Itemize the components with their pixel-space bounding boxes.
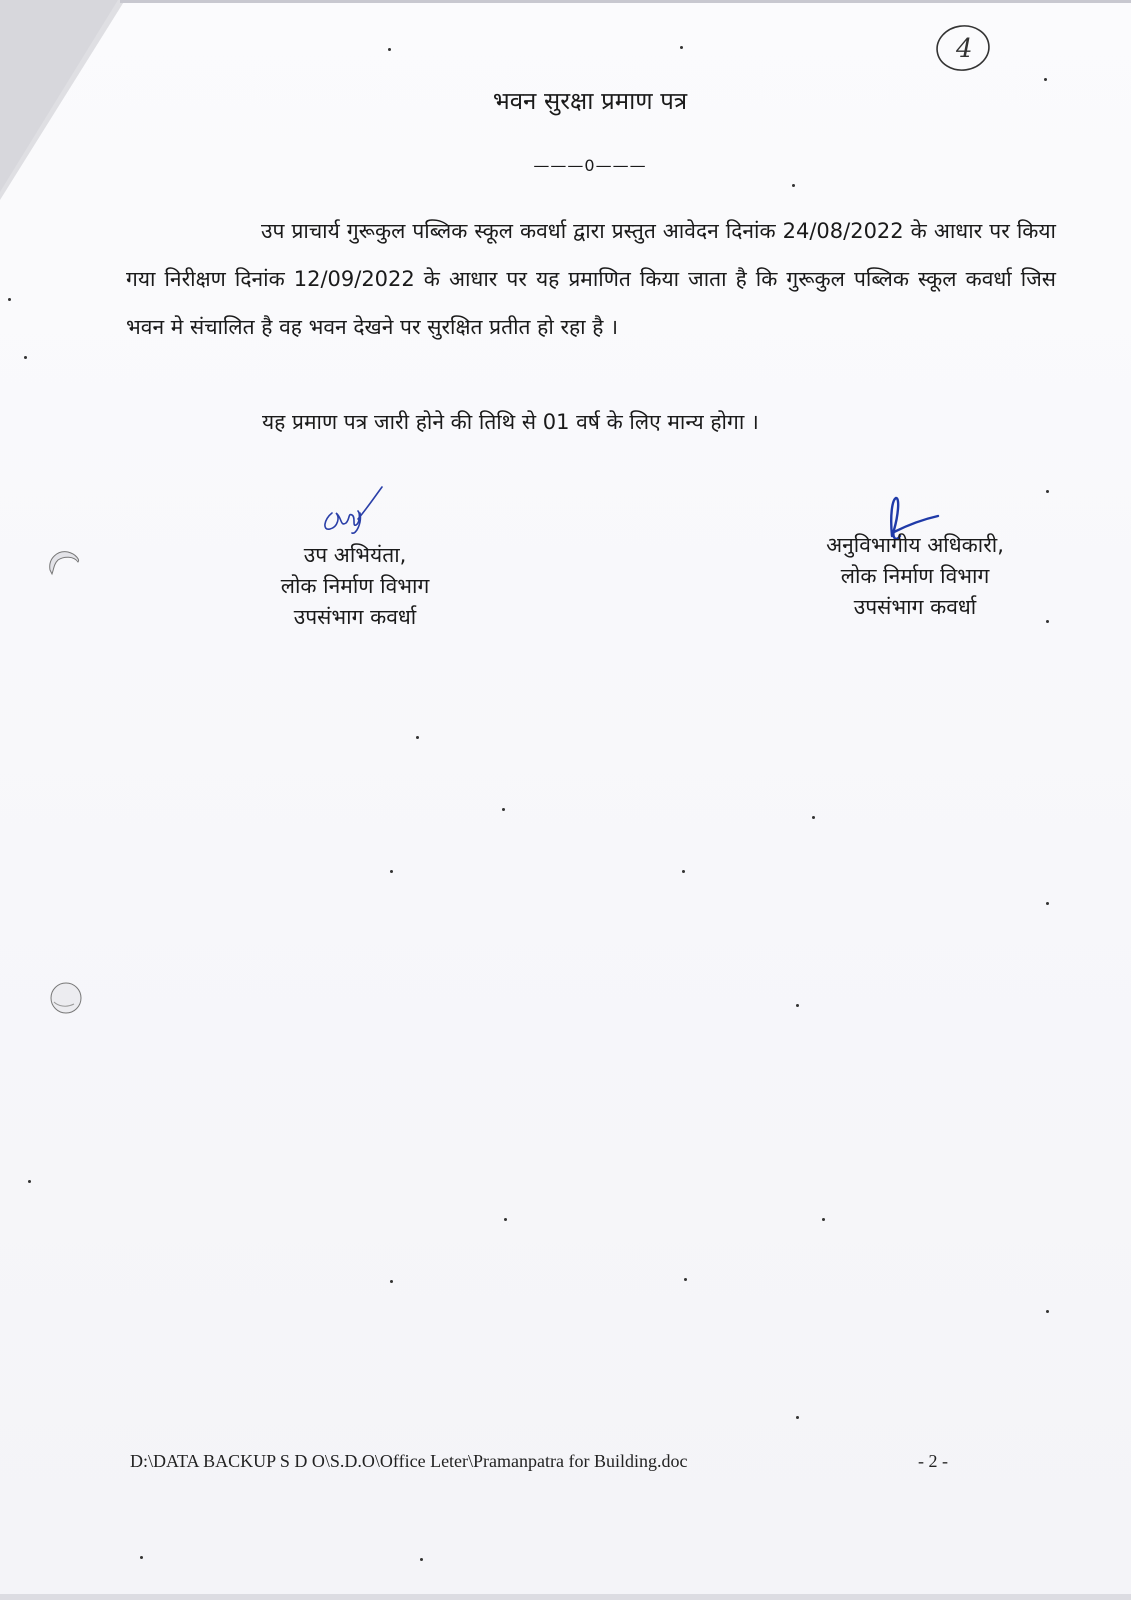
left-signatory-department: लोक निर्माण विभाग <box>280 574 430 598</box>
punch-hole-icon <box>44 544 84 584</box>
paper-speck <box>390 1280 393 1283</box>
footer-file-path: D:\DATA BACKUP S D O\S.D.O\Office Leter\Pramanpatra for Building.doc <box>130 1451 688 1471</box>
paper-speck <box>680 46 683 49</box>
page-bottom-edge <box>0 1594 1131 1600</box>
paper-speck <box>796 1416 799 1419</box>
paper-speck <box>1046 902 1049 905</box>
left-signatory-block <box>230 540 480 633</box>
paper-speck <box>24 356 27 359</box>
document-title: भवन सुरक्षा प्रमाण पत्र <box>492 87 688 115</box>
paper-speck <box>822 1218 825 1221</box>
paper-speck <box>1046 1310 1049 1313</box>
right-signatory-designation: अनुविभागीय अधिकारी, <box>826 533 1004 557</box>
paper-speck <box>684 1278 687 1281</box>
paper-speck <box>420 1558 423 1561</box>
paper-speck <box>1046 490 1049 493</box>
paper-speck <box>140 1556 143 1559</box>
page-mark-icon <box>934 22 992 74</box>
certificate-body-paragraph: उप प्राचार्य गुरूकुल पब्लिक स्कूल कवर्धा द्वारा प्रस्तुत आवेदन दिनांक 24/08/2022 के आधार पर किया गया निरीक्षण दिनांक 12/09/2022 के आधार पर यह प्रमाणित किया जाता है कि गुरूकुल पब्लिक स्कूल कवर्धा जिस भवन मे संचालित है वह भवन देखने पर सुरक्षित प्रतीत हो रहा है । <box>126 219 1056 339</box>
page-mark-label: 4 <box>956 34 973 64</box>
page-top-edge <box>120 0 1131 3</box>
paper-speck <box>682 870 685 873</box>
paper-speck <box>28 1180 31 1183</box>
paper-speck <box>416 736 419 739</box>
paper-speck <box>390 870 393 873</box>
paper-speck <box>388 48 391 51</box>
right-signatory-block <box>780 530 1050 623</box>
left-signatory-office: उपसंभाग कवर्धा <box>293 605 417 629</box>
paper-speck <box>502 808 505 811</box>
paper-speck <box>504 1218 507 1221</box>
validity-paragraph: यह प्रमाण पत्र जारी होने की तिथि से 01 वर्ष के लिए मान्य होगा । <box>262 410 759 434</box>
left-signature-icon <box>318 483 384 539</box>
right-signatory-office: उपसंभाग कवर्धा <box>853 595 977 619</box>
footer-page-number: - 2 - <box>918 1451 948 1471</box>
right-signatory-department: लोक निर्माण विभाग <box>840 564 990 588</box>
paper-speck <box>812 816 815 819</box>
paper-speck <box>8 298 11 301</box>
left-signatory-designation: उप अभियंता, <box>303 543 407 567</box>
paper-speck <box>792 184 795 187</box>
paper-speck <box>1044 78 1047 81</box>
punch-hole-icon <box>44 976 84 1016</box>
title-separator: ———0——— <box>533 156 647 175</box>
paper-speck <box>1046 620 1049 623</box>
paper-speck <box>796 1004 799 1007</box>
